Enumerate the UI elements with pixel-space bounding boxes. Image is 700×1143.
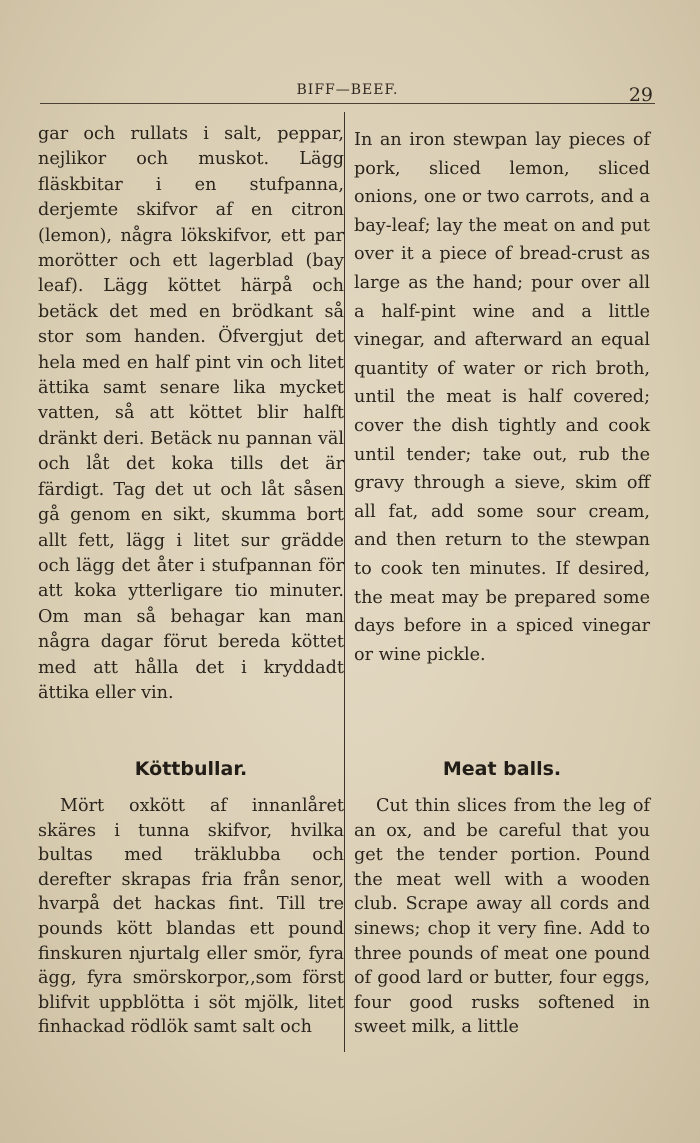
swedish-section-heading: Köttbullar.: [134, 758, 248, 780]
column-divider: [344, 112, 345, 1052]
swedish-text-top: gar och rullats i salt, peppar, nejlikor och muskot. Lägg fläskbitar i en stufpanna, derjemte skifvor af en citron (lemon), några lökskifvor, ett par morötter och ett lagerblad (bay leaf). Lägg köttet härpå och betäck det med en brödkant så stor som handen. Öfvergjut det hela med en half pint vin och litet ättika samt senare lika mycket vatten, så att köttet blir halft dränkt deri. Betäck nu pannan väl och låt det koka tills det är färdigt. Tag det ut och låt såsen gå genom en sikt, skumma bort allt fett, lägg i litet sur grädde och lägg det åter i stufpannan för att koka ytterligare tio minuter. Om man så behagar kan man några dagar förut bereda köttet med att hålla det i kryddadt ättika eller vin.: [38, 124, 344, 703]
english-text-top: In an iron stewpan lay pieces of pork, sliced lemon, sliced onions, one or two carrots, and a bay-leaf; lay the meat on and put over it a piece of bread-crust as large as the hand; pour over all a half-pint wine and a little vinegar, and afterward an equal quantity of water or rich broth, until the meat is half covered; cover the dish tightly and cook until tender; take out, rub the gravy through a sieve, skim off all fat, add some sour cream, and then return to the stewpan to cook ten minutes. If desired, the meat may be prepared some days before in a spiced vinegar or wine pickle.: [354, 130, 650, 665]
page-number: 29: [628, 84, 653, 106]
page-header: [40, 80, 655, 110]
english-meatballs-recipe: [354, 794, 650, 1040]
swedish-recipe-continuation: [38, 122, 344, 706]
english-recipe-continuation: [354, 126, 650, 669]
header-rule: [40, 103, 655, 104]
english-text-bottom: Cut thin slices from the leg of an ox, and be careful that you get the tender portion. Pound the meat well with a wooden club. Scrape away all cords and sinews; chop it very fine. Add to three pounds of meat one pound of good lard or butter, four eggs, four good rusks softened in sweet milk, a little: [354, 796, 650, 1038]
swedish-meatballs-recipe: [38, 794, 344, 1040]
swedish-text-bottom: Mört oxkött af innanlåret skäres i tunna skifvor, hvilka bultas med träklubba och derefter skrapas fria från senor, hvarpå det hackas fint. Till tre pounds kött blandas ett pound finskuren njurtalg eller smör, fyra ägg, fyra smörskorpor,,som först blifvit uppblötta i söt mjölk, litet finhackad rödlök samt salt och: [38, 796, 344, 1038]
running-title: BIFF—BEEF.: [296, 82, 399, 98]
english-section-heading: Meat balls.: [442, 758, 562, 780]
